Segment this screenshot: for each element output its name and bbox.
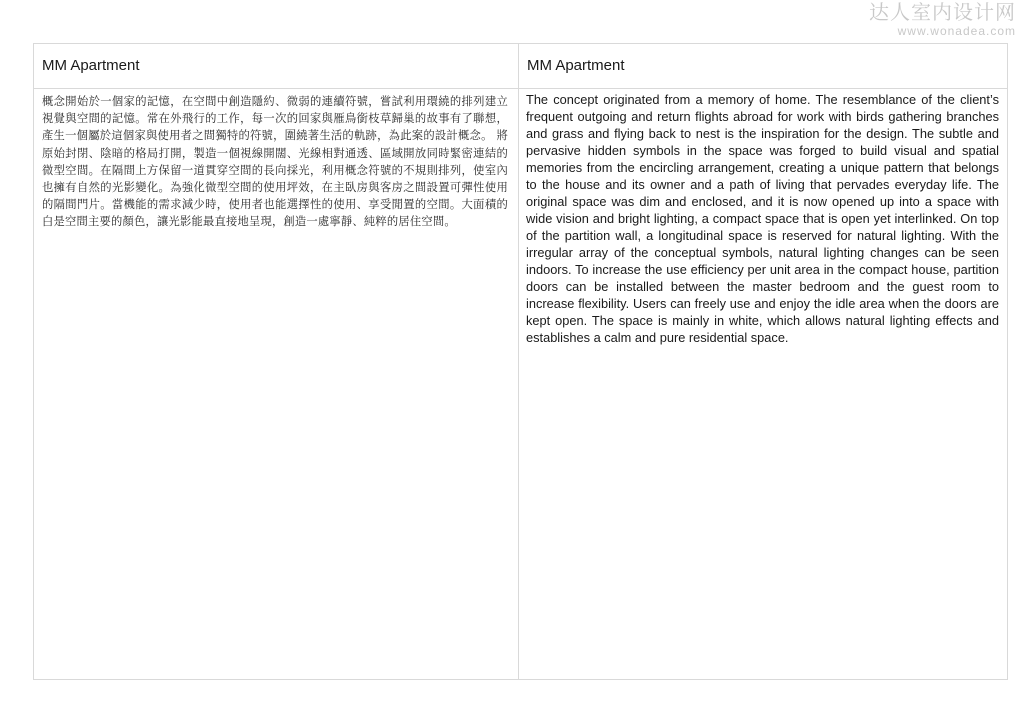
- bilingual-table: [33, 43, 1008, 680]
- right-title: MM Apartment: [527, 57, 625, 74]
- left-title: MM Apartment: [42, 57, 140, 74]
- left-body-cell: [34, 89, 519, 679]
- right-body-cell: [519, 89, 1007, 679]
- english-description: The concept originated from a memory of home. The resemblance of the client’s frequent outgoing and return flights abroad for work with birds gathering branches and grass and flying back to nest is the inspiration for the design. The subtle and pervasive hidden symbols in the space was forged to build visual and spatial memories from the encircling arrangement, creating a unique pattern that belongs to the house and its owner and a path of living that pervades everyday life. The original space was dim and enclosed, and it is now opened up into a space with wide vision and bright lighting, a compact space that is open yet interlinked. On top of the partition wall, a longitudinal space is reserved for natural lighting. With the irregular array of the conceptual symbols, natural lighting changes can be seen indoors. To increase the use efficiency per unit area in the compact house, partition doors can be installed between the master bedroom and the guest room to increase flexibility. Users can freely use and enjoy the idle area when the doors are kept open. The space is mainly in white, which allows natural lighting effects and establishes a calm and pure residential space.: [526, 92, 999, 345]
- chinese-description: 概念開始於一個家的記憶，在空間中創造隱約、微弱的連續符號，嘗試利用環繞的排列建立視覺與空間的記憶。常在外飛行的工作，每一次的回家與雁鳥銜枝草歸巢的故事有了聯想，產生一個屬於這個家與使用者之間獨特的符號，圍繞著生活的軌跡，為此案的設計概念。 將原始封閉、陰暗的格局打開，製造一個視線開闊、光線相對通透、區域開放同時緊密連結的微型空間。在隔間上方保留一道貫穿空間的長向採光，利用概念符號的不規則排列，使室內也擁有自然的光影變化。為強化微型空間的使用坪效，在主臥房與客房之間設置可彈性使用的隔間門片。當機能的需求減少時，使用者也能選擇性的使用、享受閒置的空間。大面積的白是空間主要的顏色，讓光影能最直接地呈現，創造一處寧靜、純粹的居住空間。: [42, 95, 508, 229]
- watermark-url: www.wonadea.com: [897, 24, 1016, 38]
- right-header-cell: [519, 44, 1007, 89]
- watermark-brand: 达人室内设计网: [869, 0, 1016, 24]
- left-header-cell: [34, 44, 519, 89]
- watermark: [869, 2, 1016, 37]
